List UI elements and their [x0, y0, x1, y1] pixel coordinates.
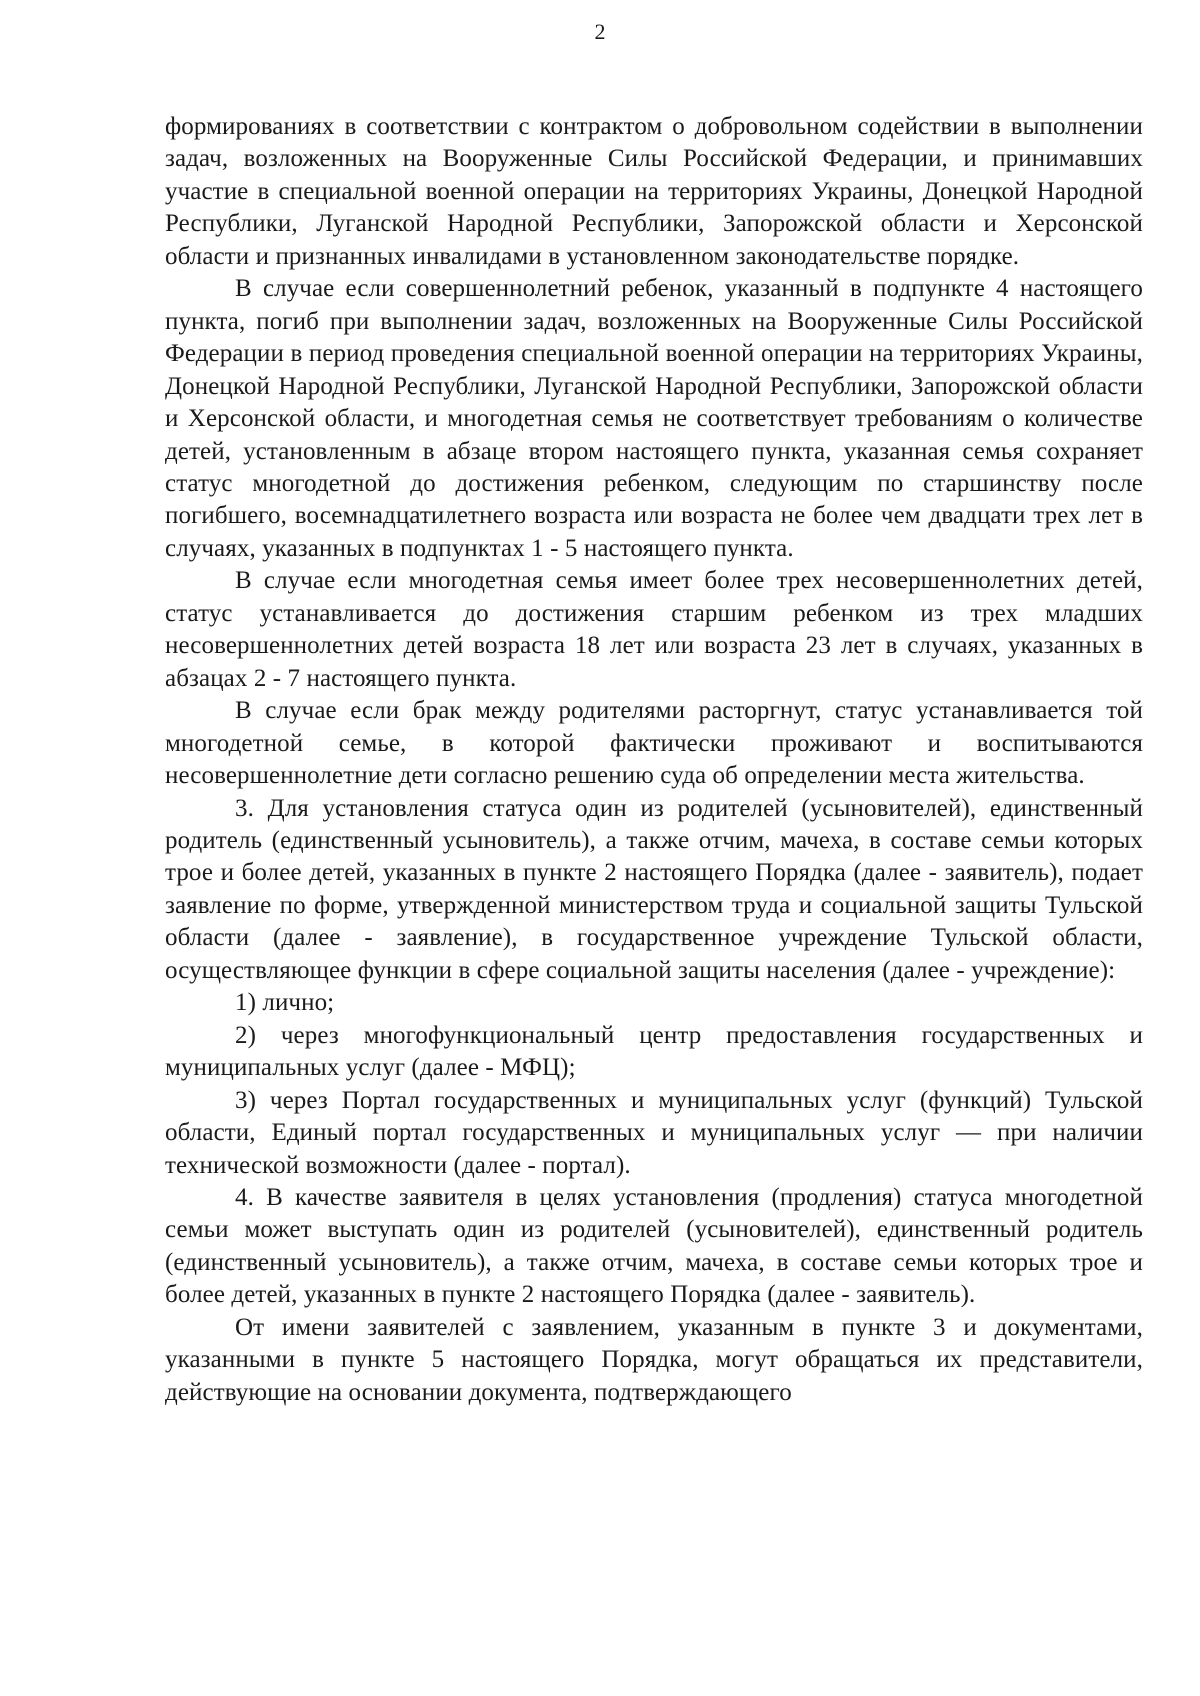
list-item-mfc: 2) через многофункциональный центр предоставления государственных и муниципальных услуг (далее - МФЦ); [165, 1021, 1143, 1082]
paragraph-more-than-three-children: В случае если многодетная семья имеет более трех несовершеннолетних детей, статус устанавливается до достижения старшим ребенком из трех младших несовершеннолетних детей возраста 18 лет или возраста 23 лет в случаях, указанных в абзацах 2 - 7 настоящего пункта. [165, 567, 1143, 692]
paragraph-divorce-status: В случае если брак между родителями расторгнут, статус устанавливается той многодетной семье, в которой фактически проживают и воспитываются несовершеннолетние дети согласно решению суда об определении места жительства. [165, 697, 1143, 790]
page-number: 2 [594, 19, 606, 44]
paragraph-representatives: От имени заявителей с заявлением, указанным в пункте 3 и документами, указанными в пункте 5 настоящего Порядка, могут обращаться их представители, действующие на основании документа, подтверждающего [165, 1313, 1143, 1406]
list-item-portal: 3) через Портал государственных и муниципальных услуг (функций) Тульской области, Единый портал государственных и муниципальных услуг — при наличии технической возможности (далее - портал). [165, 1086, 1143, 1179]
paragraph-deceased-child-status: В случае если совершеннолетний ребенок, указанный в подпункте 4 настоящего пункта, погиб при выполнении задач, возложенных на Вооруженные Силы Российской Федерации в период проведения специальной военной операции на территориях Украины, Донецкой Народной Республики, Луганской Народной Республики, Запорожской области и Херсонской области, и многодетная семья не соответствует требованиям о количестве детей, установленным в абзаце втором настоящего пункта, указанная семья сохраняет статус многодетной до достижения ребенком, следующим по старшинству после погибшего, восемнадцатилетнего возраста или возраста не более чем двадцати трех лет в случаях, указанных в подпунктах 1 - 5 настоящего пункта. [165, 275, 1143, 562]
paragraph-item-3-application: 3. Для установления статуса один из родителей (усыновителей), единственный родитель (единственный усыновитель), а также отчим, мачеха, в составе семьи которых трое и более детей, указанных в пункте 2 настоящего Порядка (далее - заявитель), подает заявление по форме, утвержденной министерством труда и социальной защиты Тульской области (далее - заявление), в государственное учреждение Тульской области, осуществляющее функции в сфере социальной защиты населения (далее - учреждение): [165, 794, 1143, 984]
document-body [165, 111, 1143, 1409]
list-item-in-person: 1) лично; [235, 989, 335, 1017]
paragraph-continuation: формированиях в соответствии с контрактом о добровольном содействии в выполнении задач, возложенных на Вооруженные Силы Российской Федерации, и принимавших участие в специальной военной операции на территориях Украины, Донецкой Народной Республики, Луганской Народной Республики, Запорожской области и Херсонской области и признанных инвалидами в установленном законодательстве порядке. [165, 113, 1143, 270]
paragraph-item-4-applicant: 4. В качестве заявителя в целях установления (продления) статуса многодетной семьи может выступать один из родителей (усыновителей), единственный родитель (единственный усыновитель), а также отчим, мачеха, в составе семьи которых трое и более детей, указанных в пункте 2 настоящего Порядка (далее - заявитель). [165, 1183, 1143, 1309]
